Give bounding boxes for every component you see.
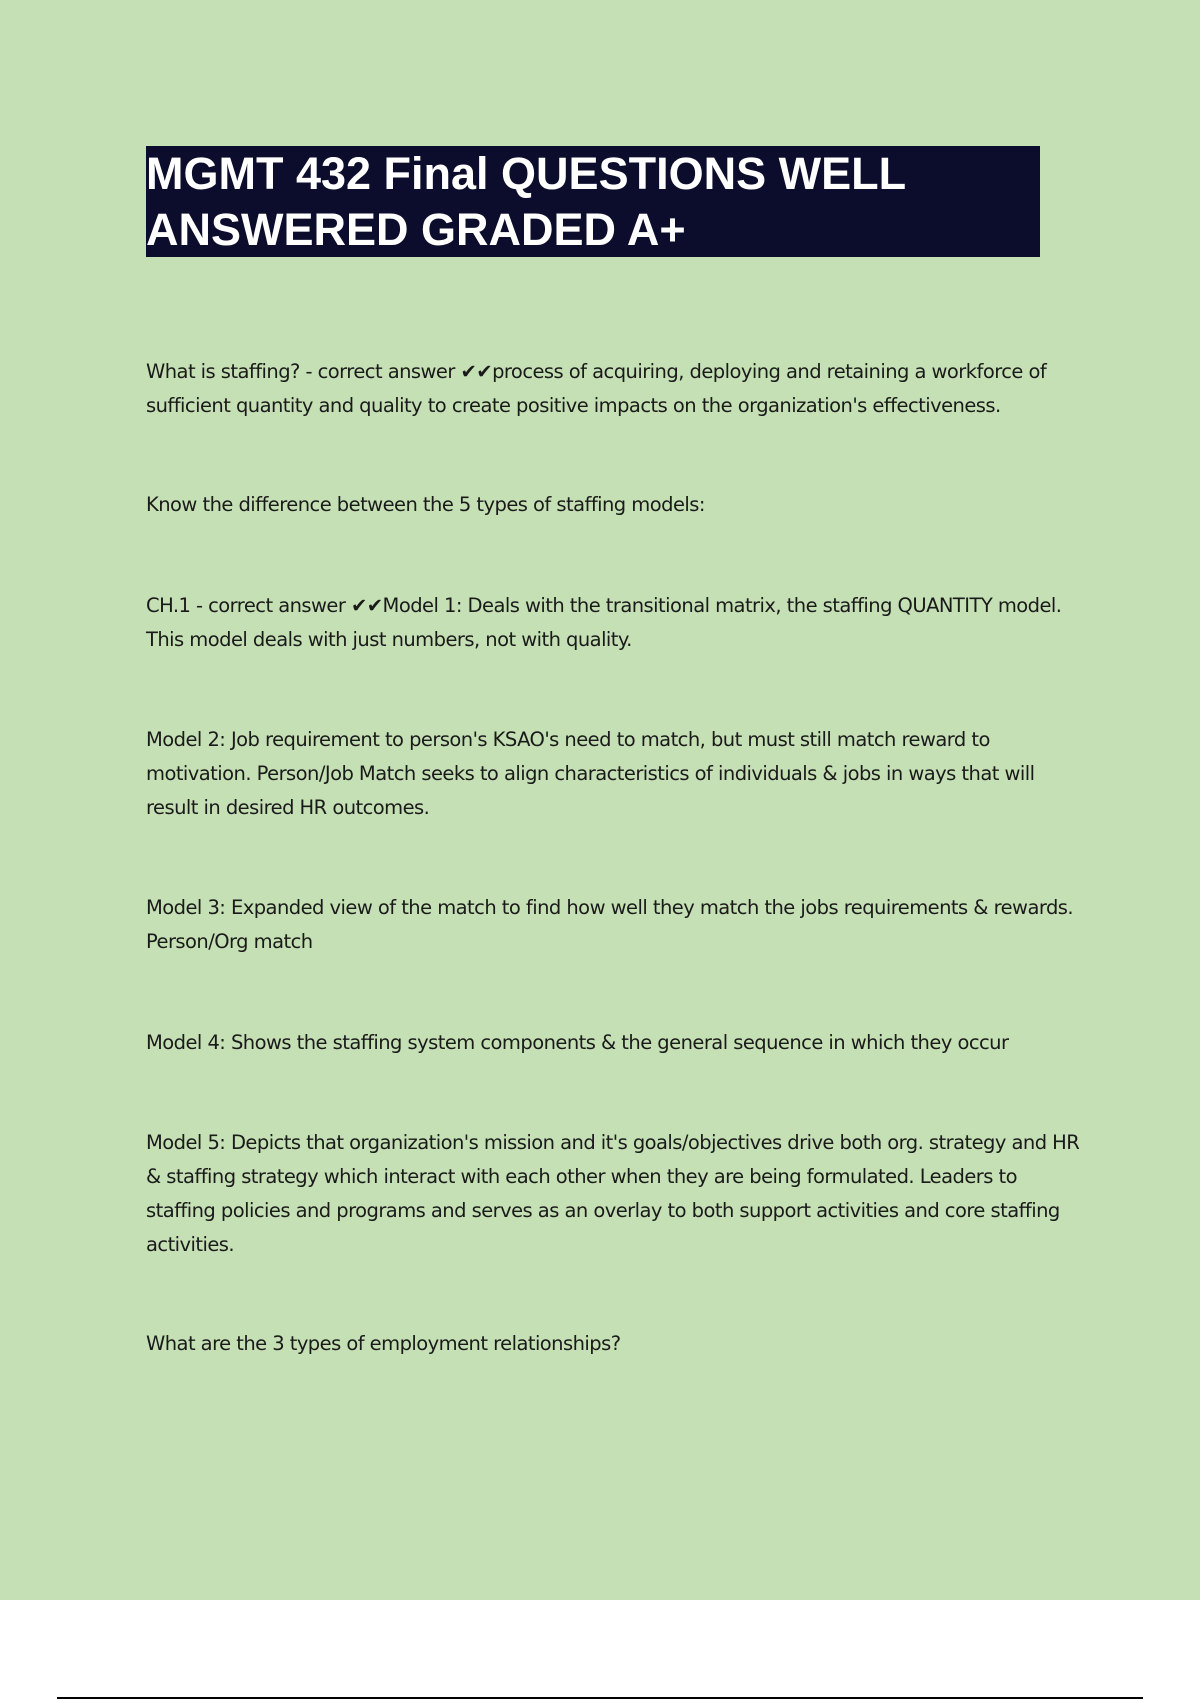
footer-divider xyxy=(57,1697,1143,1699)
answer-model-1: CH.1 - correct answer ✔✔Model 1: Deals with the transitional matrix, the staffing QUANTITY model. This model deals with just numbers, not with quality. xyxy=(146,594,1062,651)
document-title: MGMT 432 Final QUESTIONS WELL ANSWERED GRADED A+ xyxy=(146,146,1040,257)
answer-model-2: Model 2: Job requirement to person's KSAO's need to match, but must still match reward to motivation. Person/Job Match seeks to align characteristics of individuals & jobs in ways that will result in desired HR outcomes. xyxy=(146,728,1035,819)
staffing-models-intro: Know the difference between the 5 types of staffing models: xyxy=(146,493,705,516)
answer-model-4: Model 4: Shows the staffing system components & the general sequence in which they occur xyxy=(146,1031,1009,1054)
answer-model-5: Model 5: Depicts that organization's mission and it's goals/objectives drive both org. strategy and HR & staffing strategy which interact with each other when they are being formulated. Leaders to staffing policies and programs and serves as an overlay to both support activities and core staffing activities. xyxy=(146,1131,1080,1256)
question-what-is-staffing: What is staffing? - correct answer ✔✔process of acquiring, deploying and retaining a workforce of sufficient quantity and quality to create positive impacts on the organization's effectiveness. xyxy=(146,360,1047,417)
question-employment-relationships: What are the 3 types of employment relationships? xyxy=(146,1332,621,1355)
answer-model-3: Model 3: Expanded view of the match to find how well they match the jobs requirements & rewards. Person/Org match xyxy=(146,896,1074,953)
